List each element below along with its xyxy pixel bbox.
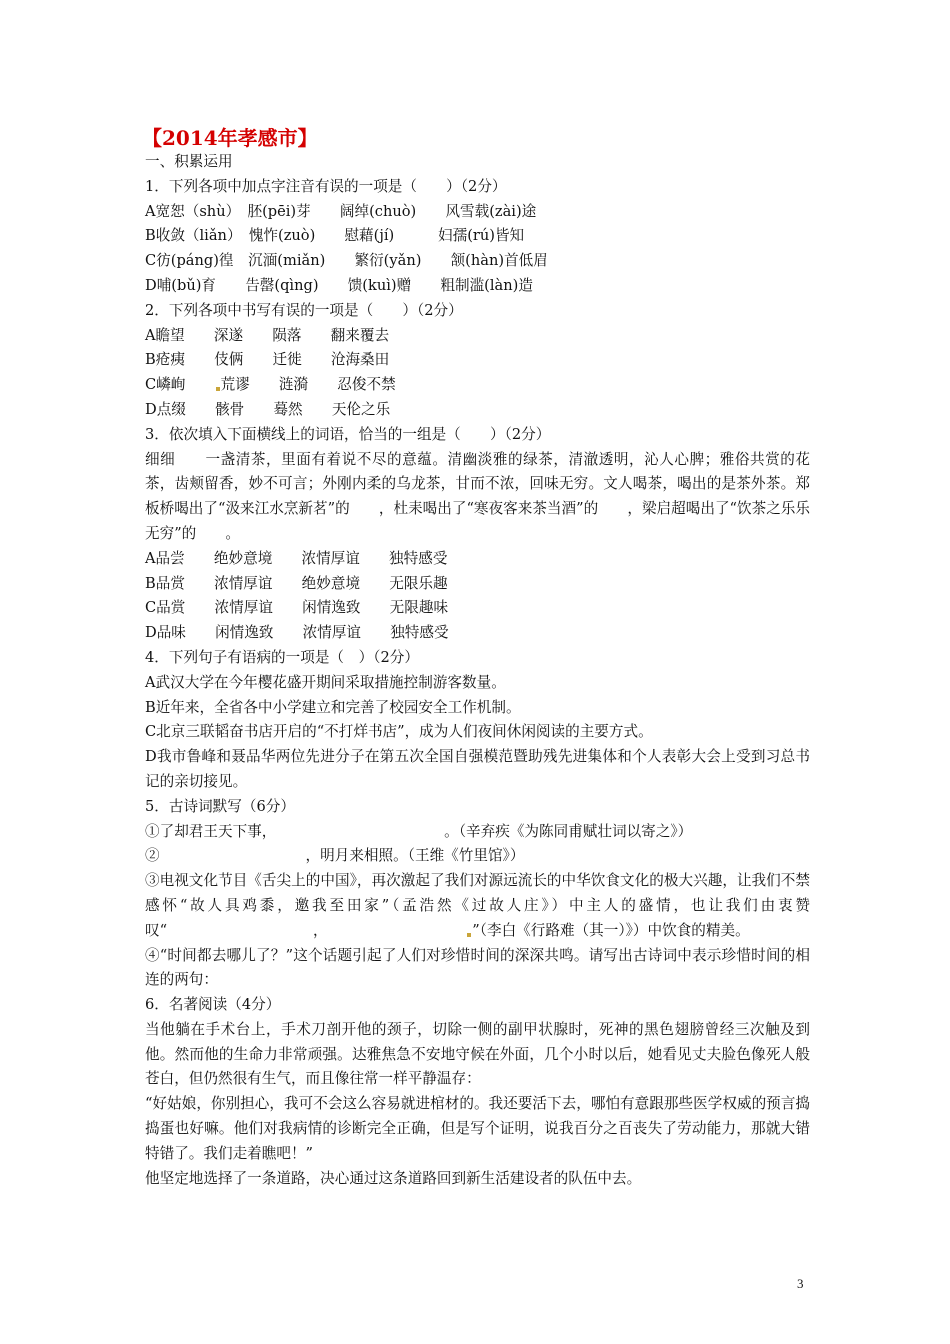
question-2-option-a: A瞻望 深遂 陨落 翻来覆去 [145,326,390,344]
question-4-option-c: C北京三联韬奋书店开启的“不打烊书店”，成为人们夜间休闲阅读的主要方式。 [145,723,653,741]
question-1-option-d: D哺(bǔ)育 告罄(qìng) 馈(kuì)赠 粗制滥(làn)造 [145,276,533,294]
question-5-item-1: ①了却君王天下事， 。（辛弃疾《为陈同甫赋壮词以寄之》） [145,822,693,840]
question-2-stem: 2．下列各项中书写有误的一项是（ ）（2分） [145,301,463,319]
question-3-passage: 细细 一盏清茶，里面有着说不尽的意蕴。清幽淡雅的绿茶，清澈透明，沁人心脾；雅俗共赏的花茶，齿颊留香，妙不可言；外刚内柔的乌龙茶，甘而不浓，回味无穷。文人喝茶，喝出的是茶外茶。郑板桥喝出了“汲来江水烹新茗”的 ，杜耒喝出了“寒夜客来茶当酒”的 ，梁启超喝出了“饮茶之乐乐无穷”的 。 [145,450,810,542]
question-3-option-c: C品赏 浓情厚谊 闲情逸致 无限趣味 [145,599,449,617]
question-4-option-b: B近年来，全省各中小学建立和完善了校园安全工作机制。 [145,698,521,716]
option-c-rest: 荒谬 涟漪 忍俊不禁 [220,376,396,394]
option-c-first: C嶙峋 [145,376,215,394]
question-6-paragraph-3: 他坚定地选择了一条道路，决心通过这条道路回到新生活建设者的队伍中去。 [145,1169,642,1187]
section-heading: 一、积累运用 [145,153,233,170]
question-4-stem: 4．下列句子有语病的一项是（ ）（2分） [145,648,419,666]
question-2-option-c [145,373,810,398]
question-5-item-2: ② ，明月来相照。（王维《竹里馆》） [145,847,525,865]
question-3-option-b: B品赏 浓情厚谊 绝妙意境 无限乐趣 [145,574,448,592]
page-title: 【2014年孝感市】 [142,126,318,150]
question-2-option-b: B疮痍 伎俩 迁徙 沧海桑田 [145,351,390,369]
question-6-paragraph-2: “好姑娘，你别担心，我可不会这么容易就进棺材的。我还要活下去，哪怕有意跟那些医学权威的预言捣捣蛋也好嘛。他们对我病情的诊断完全正确，但是写个证明，说我百分之百丧失了劳动能力，那就大错特错了。我们走着瞧吧！” [145,1095,810,1162]
exam-body [145,150,810,1191]
page-number: 3 [797,1276,804,1291]
question-5-stem: 5．古诗词默写（6分） [145,797,295,815]
question-1-stem: 1．下列各项中加点字注音有误的一项是（ ）（2分） [145,177,507,195]
emphasis-dot-icon [216,387,220,391]
question-5-item-4: ④“时间都去哪儿了？”这个话题引起了人们对珍惜时间的深深共鸣。请写出古诗词中表示珍惜时间的相连的两句： [145,946,810,989]
question-4-option-a: A武汉大学在今年樱花盛开期间采取措施控制游客数量。 [145,673,506,691]
question-1-option-a: A宽恕（shù） 胚(pēi)芽 阔绰(chuò) 风雪载(zài)途 [145,202,537,220]
question-5-item-3 [145,869,810,943]
question-6-stem: 6．名著阅读（4分） [145,996,281,1014]
item-3-first: ③电视文化节目《舌尖上的中国》，再次激起了我们对源远流长的中华饮食文化的极大兴趣，让我们不禁感怀“故人具鸡黍，邀我至田家”（孟浩然《过故人庄》）中主人的盛情，也让我们由衷赞叹“ ， [145,872,810,939]
item-3-rest: ”（李白《行路难（其一）》）中饮食的精美。 [472,921,750,939]
question-3-option-a: A品尝 绝妙意境 浓情厚谊 独特感受 [145,549,448,567]
emphasis-dot-icon [467,933,471,937]
question-2-option-d: D点缀 骸骨 蓦然 天伦之乐 [145,400,391,418]
question-1-option-b: B收敛（liǎn） 愧怍(zuò) 慰藉(jí) 妇孺(rú)皆知 [145,227,525,245]
question-1-option-c: C彷(páng)徨 沉湎(miǎn) 繁衍(yǎn) 颔(hàn)首低眉 [145,252,548,270]
question-6-paragraph-1: 当他躺在手术台上，手术刀剖开他的颈子，切除一侧的副甲状腺时，死神的黑色翅膀曾经三次触及到他。然而他的生命力非常顽强。达雅焦急不安地守候在外面，几个小时以后，她看见丈夫脸色像死人般苍白，但仍然很有生气，而且像往常一样平静温存： [145,1020,810,1088]
question-4-option-d: D我市鲁峰和聂品华两位先进分子在第五次全国自强模范暨助残先进集体和个人表彰大会上受到习总书记的亲切接见。 [145,748,810,790]
question-3-stem: 3．依次填入下面横线上的词语，恰当的一组是（ ）（2分） [145,425,551,443]
question-3-option-d: D品味 闲情逸致 浓情厚谊 独特感受 [145,624,449,642]
